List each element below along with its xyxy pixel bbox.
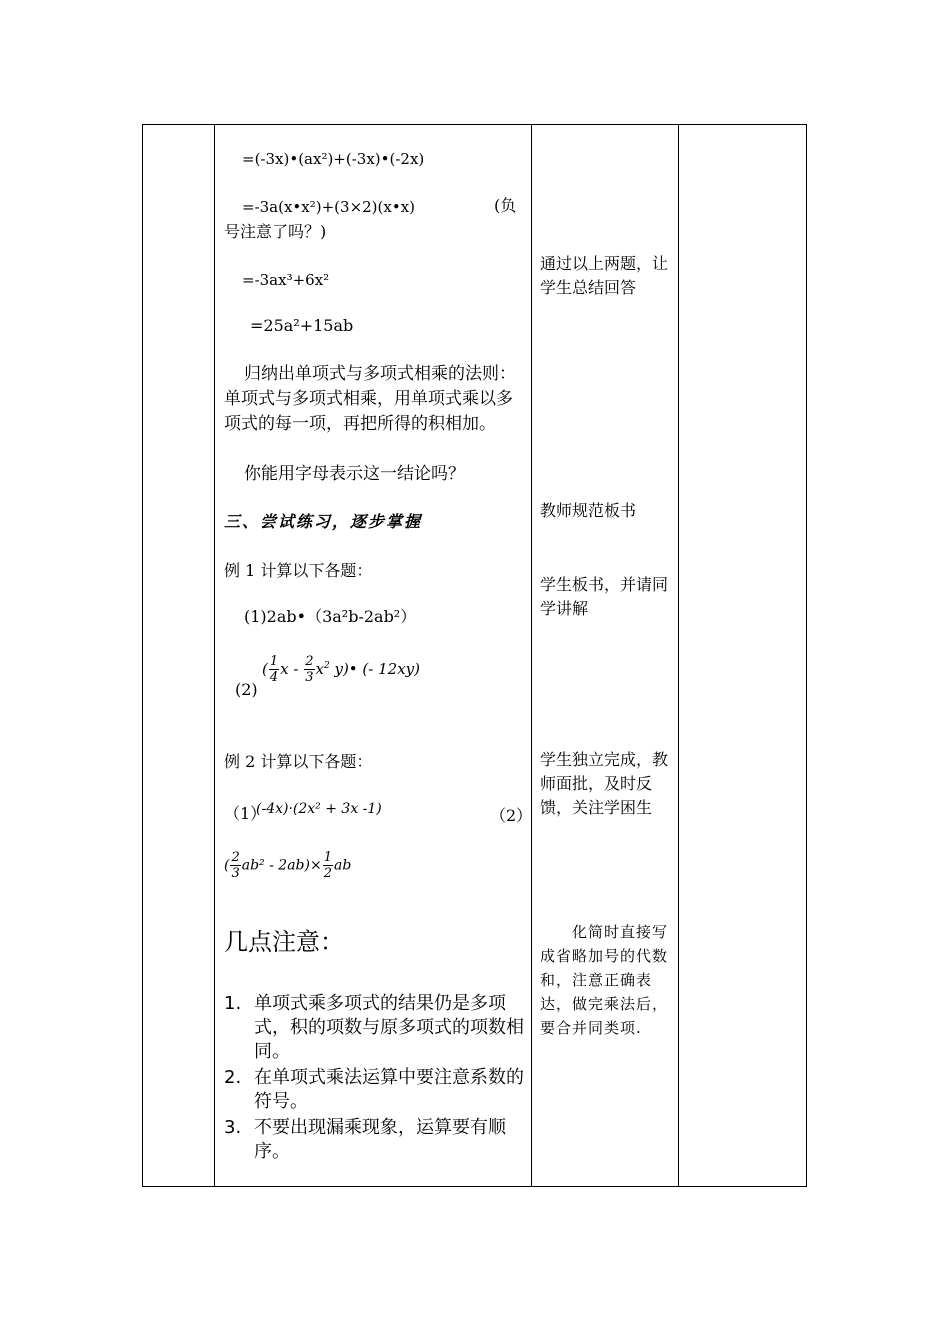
example-2-title: 例 2 计算以下各题：: [224, 752, 373, 771]
step-3: =-3ax³+6x²: [242, 271, 330, 289]
notes-list: [224, 992, 524, 1166]
comment-independent-work: 学生独立完成，教师面批，及时反馈，关注学困生: [540, 750, 669, 817]
step-1: =(-3x)•(ax²)+(-3x)•(-2x): [242, 150, 425, 168]
note-number: 1.: [224, 993, 242, 1014]
example-1-problem-1: (1)2ab•（3a²b-2ab²）: [244, 607, 417, 626]
note-number: 2.: [224, 1067, 242, 1088]
note-item: [224, 1116, 524, 1164]
example-1-problem-2-expr: ( $\frac{1}{4}$ x - $\frac{2}{3}$ $x^2$ y)• (- 12xy): [262, 654, 420, 685]
column-divider: [531, 125, 532, 1186]
rule-question: 你能用字母表示这一结论吗？: [244, 464, 465, 484]
note-item: [224, 1066, 524, 1114]
step-2-note-cont: 号注意了吗？): [224, 222, 327, 241]
step-4: =25a²+15ab: [250, 316, 354, 335]
step-2-note: (负: [494, 196, 517, 215]
note-text: 单项式乘多项式的结果仍是多项式，积的项数与原多项式的项数相同。: [254, 993, 524, 1062]
step-2: =-3a(x•x²)+(3×2)(x•x): [242, 198, 416, 216]
example-2-problem-2-expr: ( $\frac{2}{3}$ ab² - 2ab)× $\frac{1}{2}$ ab: [224, 850, 352, 881]
comment-board-writing: 教师规范板书: [540, 501, 637, 520]
note-text: 不要出现漏乘现象，运算要有顺序。: [254, 1117, 506, 1162]
note-item: [224, 992, 524, 1064]
column-divider: [214, 125, 215, 1186]
column-divider: [678, 125, 679, 1186]
example-1-problem-2-label: (2): [235, 680, 258, 699]
section-3-title: 三、尝试练习，逐步掌握: [224, 512, 423, 531]
notes-title: 几点注意：: [224, 928, 344, 956]
note-text: 在单项式乘法运算中要注意系数的符号。: [254, 1067, 524, 1112]
comment-student-board: 学生板书，并请同学讲解: [540, 575, 669, 618]
example-1-title: 例 1 计算以下各题：: [224, 561, 373, 580]
note-number: 3.: [224, 1117, 242, 1138]
example-2-problem-1-expr: (-4x)·(2x² + 3x -1): [256, 801, 382, 817]
example-2-problem-2-label: （2）: [490, 806, 533, 825]
comment-simplify: 化简时直接写成省略加号的代数和，注意正确表达，做完乘法后，要合并同类项.: [540, 923, 669, 1037]
comment-summary: 通过以上两题，让学生总结回答: [540, 254, 669, 297]
example-2-problem-1-label: （1）: [224, 804, 267, 823]
rule-text: 归纳出单项式与多项式相乘的法则：单项式与多项式相乘，用单项式乘以多项式的每一项，再把所得的积相加。: [224, 364, 516, 434]
